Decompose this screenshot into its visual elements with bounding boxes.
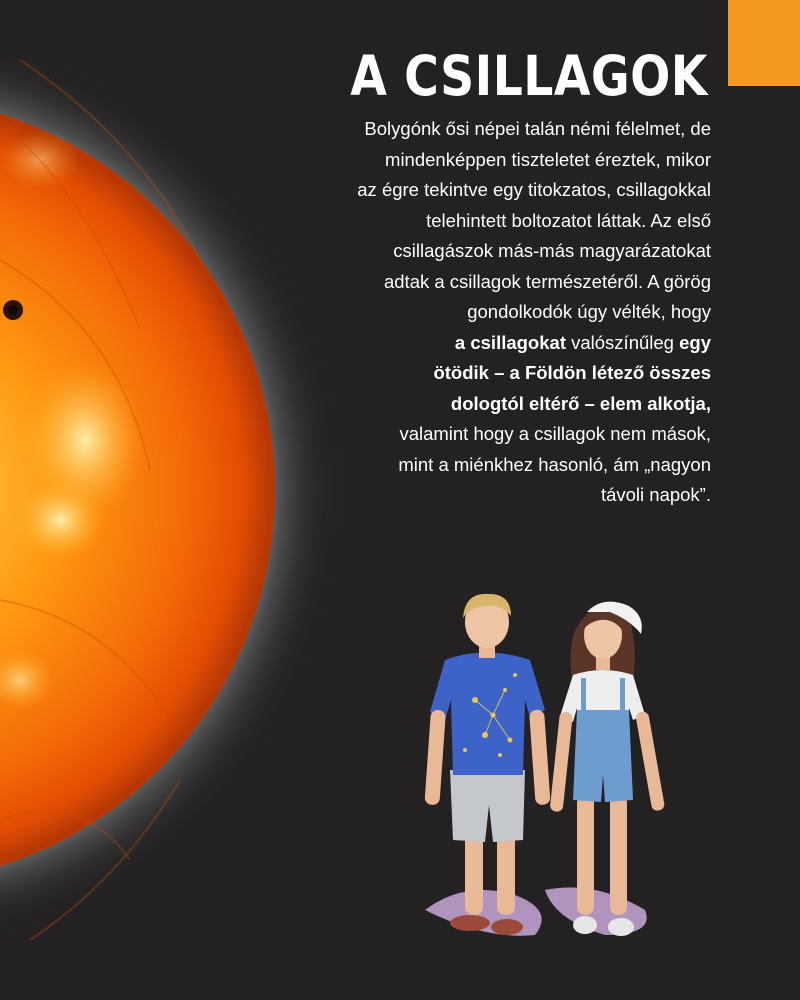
body-bold-text: egy xyxy=(679,331,711,353)
body-line xyxy=(281,267,711,298)
body-bold-text: ötödik – a Földön létező összes xyxy=(433,362,711,383)
body-line xyxy=(281,145,711,176)
body-bold-text: dologtól eltérő – elem alkotja, xyxy=(450,392,711,414)
body-line xyxy=(281,297,711,328)
body-text-segment: gondolkodók úgy vélték, hogy xyxy=(467,301,711,322)
body-line xyxy=(281,419,711,450)
boy-figure xyxy=(424,594,550,935)
children-illustration xyxy=(405,590,705,960)
body-text-segment: adtak a csillagok természetéről. A görög xyxy=(383,270,711,292)
body-line xyxy=(281,206,711,237)
body-text-segment: Bolygónk ősi népei talán némi félelmet, de xyxy=(364,118,711,139)
body-line xyxy=(281,480,711,511)
body-line xyxy=(281,389,711,420)
body-bold-text: a csillagokat xyxy=(454,331,566,353)
page-title: A CSILLAGOK xyxy=(350,44,708,108)
body-text-segment: távoli napok”. xyxy=(600,484,711,505)
body-text-segment: mint a miénkhez hasonló, ám „nagyon xyxy=(398,453,711,475)
orange-page-tab xyxy=(728,0,800,86)
body-text-segment: az égre tekintve egy titokzatos, csillagokkal xyxy=(357,179,711,200)
girl-figure xyxy=(550,602,666,936)
body-line xyxy=(281,175,711,206)
body-line xyxy=(281,114,711,145)
body-text-segment: valamint hogy a csillagok nem mások, xyxy=(399,423,711,444)
body-line xyxy=(281,236,711,267)
body-text-segment: telehintett boltozatot láttak. Az első xyxy=(426,209,711,231)
body-text-segment: valószínűleg xyxy=(565,331,680,353)
body-paragraph xyxy=(281,114,711,511)
body-line xyxy=(281,328,711,359)
body-text-segment: csillagászok más-más magyarázatokat xyxy=(393,240,711,261)
body-line xyxy=(281,358,711,389)
body-text-segment: mindenképpen tiszteletet éreztek, mikor xyxy=(385,148,711,170)
body-line xyxy=(281,450,711,481)
